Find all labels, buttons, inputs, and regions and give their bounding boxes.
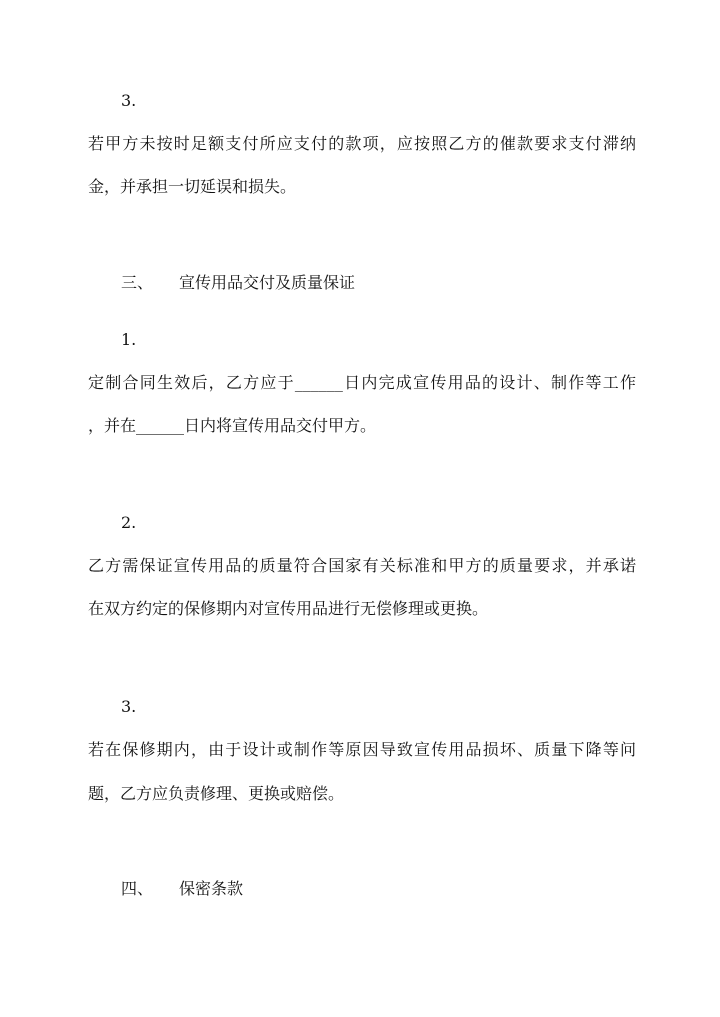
clause-number: 2. bbox=[121, 513, 137, 532]
clause-text-line: 金，并承担一切延误和损失。 bbox=[88, 177, 297, 196]
clause-text-line: 定制合同生效后，乙方应于______日内完成宣传用品的设计、制作等工作 bbox=[88, 373, 636, 392]
clause-text-line: 乙方需保证宣传用品的质量符合国家有关标准和甲方的质量要求，并承诺 bbox=[88, 556, 636, 575]
section-number: 四、 bbox=[121, 879, 154, 898]
clause-text-line: 题，乙方应负责修理、更换或赔偿。 bbox=[88, 784, 345, 803]
clause-text-line: 若在保修期内，由于设计或制作等原因导致宣传用品损坏、质量下降等问 bbox=[88, 740, 636, 759]
clause-text-line: 在双方约定的保修期内对宣传用品进行无偿修理或更换。 bbox=[88, 599, 489, 618]
section-title: 宣传用品交付及质量保证 bbox=[179, 273, 356, 292]
section-number: 三、 bbox=[121, 273, 154, 292]
clause-text-line: 若甲方未按时足额支付所应支付的款项，应按照乙方的催款要求支付滞纳 bbox=[88, 134, 636, 153]
clause-text-line: ，并在______日内将宣传用品交付甲方。 bbox=[88, 416, 377, 435]
clause-number: 1. bbox=[121, 330, 137, 349]
clause-number: 3. bbox=[121, 91, 137, 110]
section-title: 保密条款 bbox=[179, 879, 244, 898]
section-heading bbox=[121, 879, 243, 899]
section-heading bbox=[121, 273, 355, 293]
clause-number: 3. bbox=[121, 697, 137, 716]
